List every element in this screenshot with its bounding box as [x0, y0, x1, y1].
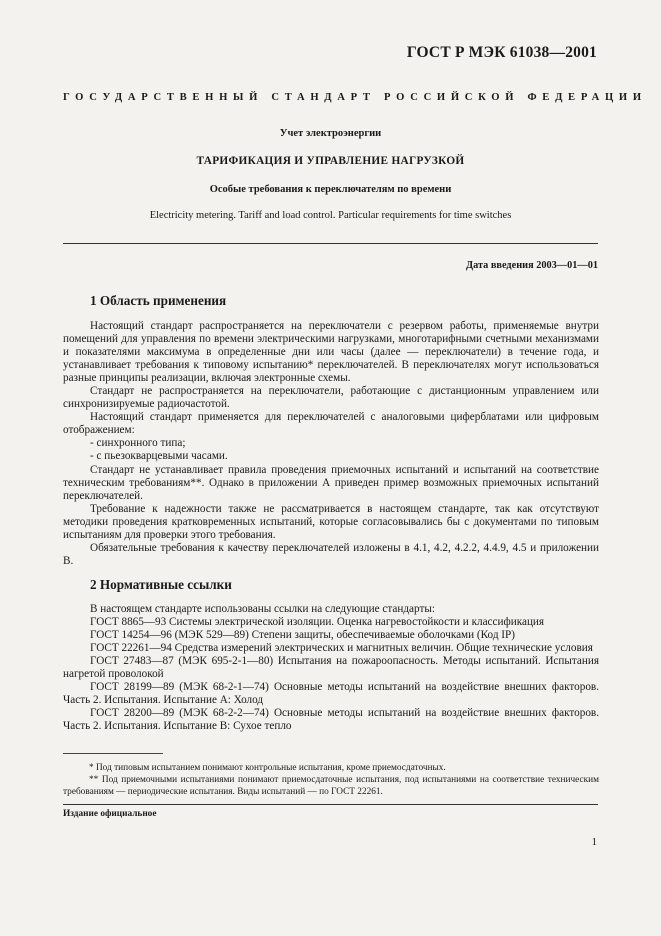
paragraph: Обязательные требования к качеству переключателей изложены в 4.1, 4.2, 4.2.2, 4.4.9, 4.5 и приложении В.: [63, 541, 599, 567]
special-requirements-title: Особые требования к переключателям по времени: [209, 184, 452, 195]
footnotes: [63, 762, 599, 799]
section-1-heading: 1 Область применения: [90, 293, 227, 308]
footnote: ** Под приемочными испытаниями понимают приемосдаточные испытания, под испытаниями на соответствие техническим требованиям — периодические испытания. Виды испытаний — по ГОСТ 22261.: [63, 775, 599, 798]
bottom-divider: [63, 804, 598, 805]
divider: [63, 243, 598, 244]
official-edition-label: Издание официальное: [63, 809, 157, 819]
reference-item: ГОСТ 28199—89 (МЭК 68-2-1—74) Основные методы испытаний на воздействие внешних факторов. Часть 2. Испытания. Испытание А: Холод: [63, 681, 599, 707]
paragraph: Стандарт не распространяется на переключатели, работающие с дистанционным управлением или синхронизируемые радиочастотой.: [63, 385, 599, 411]
list-item: - с пьезокварцевыми часами.: [90, 450, 228, 463]
paragraph: Настоящий стандарт применяется для переключателей с аналоговыми циферблатами или цифровым отображением:: [63, 411, 599, 437]
page-number: 1: [591, 836, 597, 848]
list-item: - синхронного типа;: [90, 437, 186, 450]
reference-item: ГОСТ 22261—94 Средства измерений электрических и магнитных величин. Общие технические условия: [90, 642, 593, 655]
paragraph: Стандарт не устанавливает правила проведения приемочных испытаний и испытаний на соответствие техническим требованиям**. Однако в приложении А приведен пример возможных приемочных испытаний переключателей.: [63, 463, 599, 502]
reference-item: ГОСТ 14254—96 (МЭК 529—89) Степени защиты, обеспечиваемые оболочками (Код IP): [90, 629, 515, 642]
subtitle: Учет электроэнергии: [279, 128, 382, 139]
main-title: ТАРИФИКАЦИЯ И УПРАВЛЕНИЕ НАГРУЗКОЙ: [196, 155, 465, 167]
footnote: * Под типовым испытанием понимают контрольные испытания, кроме приемосдаточных.: [89, 763, 446, 773]
section-2-heading: 2 Нормативные ссылки: [90, 577, 232, 592]
section-1-body: [63, 320, 599, 568]
english-title: Electricity metering. Tariff and load control. Particular requirements for time switches: [149, 210, 512, 221]
reference-item: ГОСТ 8865—93 Системы электрической изоляции. Оценка нагревостойкости и классификация: [90, 616, 545, 629]
document-code: ГОСТ Р МЭК 61038—2001: [406, 44, 597, 61]
paragraph: Требование к надежности также не рассматривается в настоящем стандарте, так как отсутствуют методики проведения кратковременных испытаний, которые согласовывались бы с документами по типовым испытаниям для проверки этого требования.: [63, 502, 599, 541]
section-2-body: [63, 603, 599, 733]
effective-date: Дата введения 2003—01—01: [466, 260, 598, 271]
paragraph: В настоящем стандарте использованы ссылки на следующие стандарты:: [90, 603, 435, 615]
paragraph: Настоящий стандарт распространяется на переключатели с резервом работы, применяемые внутри помещений для управления по времени электрическими нагрузками, многотарифными счетными механизмами и показателями максимума в определенные дни или часы (далее — переключатели) в течение года, и устанавливает требования к типовому испытанию* переключателей. В переключателях могут использоваться разные принципы реализации, включая электронные схемы.: [63, 320, 599, 385]
state-standard-title: ГОСУДАРСТВЕННЫЙ СТАНДАРТ РОССИЙСКОЙ ФЕДЕРАЦИИ: [63, 92, 647, 103]
footnote-divider: [63, 753, 163, 754]
reference-item: ГОСТ 27483—87 (МЭК 695-2-1—80) Испытания на пожароопасность. Методы испытаний. Испытания нагретой проволокой: [63, 655, 599, 681]
reference-item: ГОСТ 28200—89 (МЭК 68-2-2—74) Основные методы испытаний на воздействие внешних факторов. Часть 2. Испытания. Испытание В: Сухое тепло: [63, 707, 599, 733]
